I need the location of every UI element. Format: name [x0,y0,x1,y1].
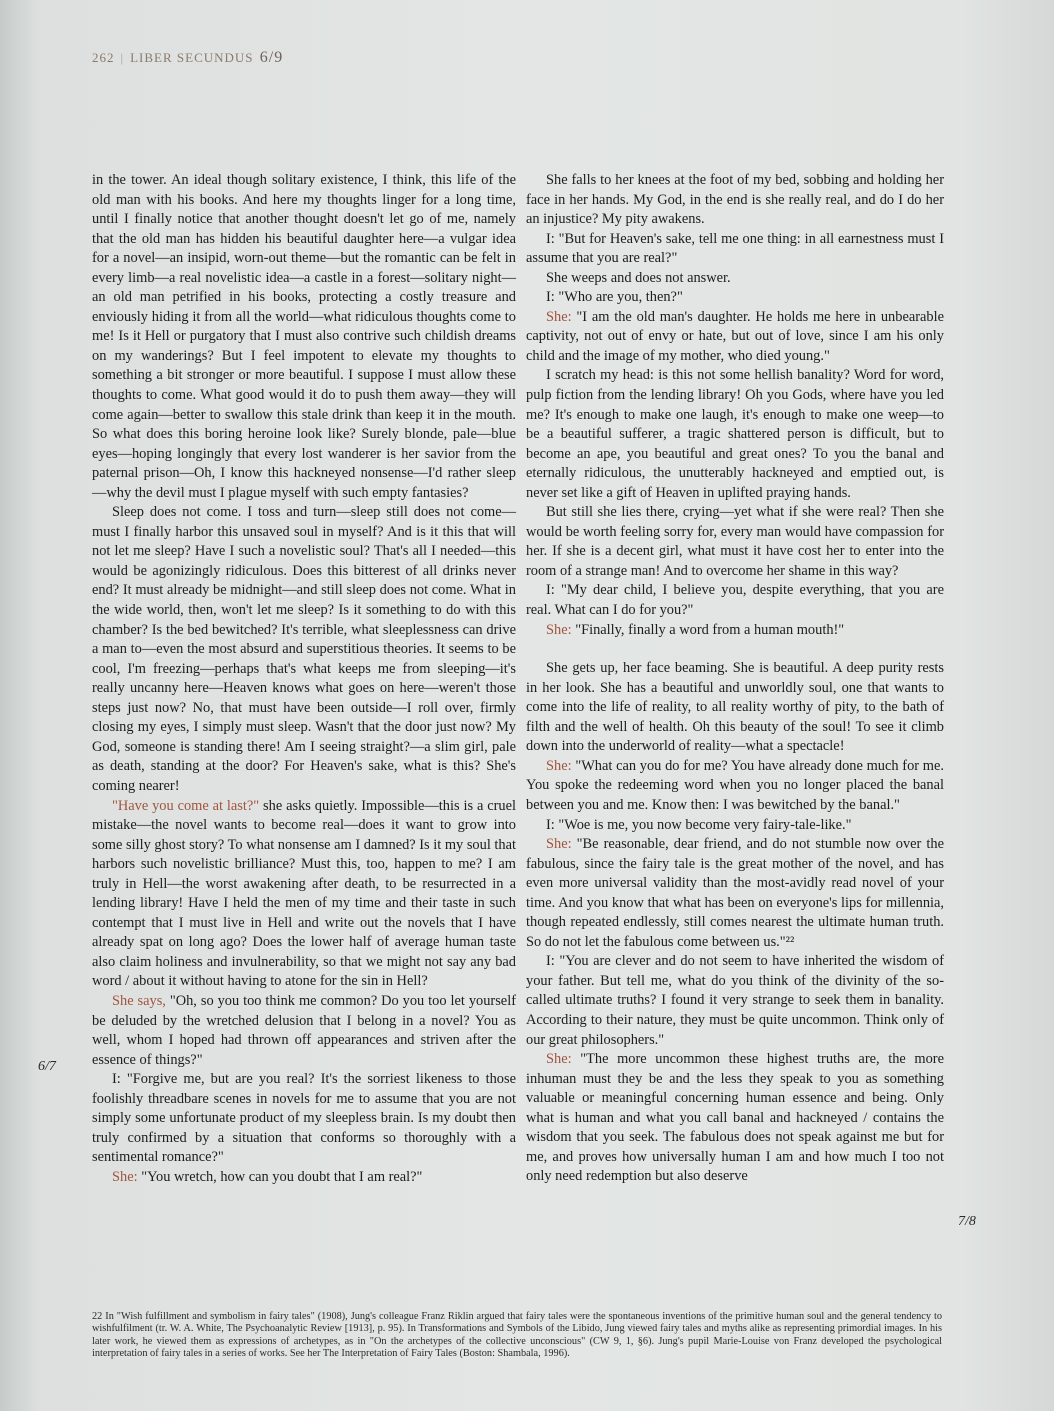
paragraph-text: I: "But for Heaven's sake, tell me one thing: in all earnestness must I assume that you are real?" [526,230,944,267]
paragraph [526,269,944,289]
paragraph-text: "Be reasonable, dear friend, and do not stumble now over the fabulous, since the fairy tale is the great mother of the novel, and has even more universal validity than the most-avidly read novel of your time. And you know that what has been on everyone's lips for millennia, though repeated endlessly, still comes nearest the ultimate human truth. So do not let the fabulous come between us."²² [526,836,944,950]
book-title: LIBER SECUNDUS [130,50,254,65]
paragraph-text: I: "Forgive me, but are you real? It's the sorriest likeness to those foolishly threadbare scenes in novels for me to assume that you are not simply some unfortunate product of my sleepless brain. Is my doubt then truly confirmed by a situation that conforms so thoroughly with a sentimental romance?" [92,1071,516,1166]
right-column [526,171,944,1187]
paragraph [92,797,516,992]
paragraph-text: I: "My dear child, I believe you, despite everything, that you are real. What can I do for you?" [526,582,944,619]
speaker-label: She: [546,308,572,325]
paragraph [526,816,944,836]
paragraph-text: "You wretch, how can you doubt that I am real?" [137,1168,423,1185]
paragraph [526,1050,944,1187]
speaker-label: She: [546,836,572,853]
paragraph-text: I: "Who are you, then?" [546,289,683,306]
paragraph [526,621,944,641]
paragraph-text: "I am the old man's daughter. He holds me here in unbearable captivity, not out of envy or hate, but out of love, since I am his only child and the image of my mother, who died young." [526,308,944,364]
paragraph-text: "Finally, finally a word from a human mouth!" [571,621,845,638]
paragraph-text: I: "Woe is me, you now become very fairy-tale-like." [546,816,852,833]
speaker-label: She: [546,757,572,774]
paragraph-text: But still she lies there, crying—yet what if she were real? Then she would be worth feeling sorry for, every man would have compassion for her. If she is a decent girl, what must it have cost her to enter into the room of a strange man! And to overcome her shame in this way? [526,504,944,579]
paragraph [92,503,516,796]
paragraph [92,1070,516,1168]
footnote: 22 In "Wish fulfillment and symbolism in fairy tales" (1908), Jung's colleague Franz Riklin argued that fairy tales were the spontaneous inventions of the primitive human soul and the general tendency to wishfulfilment (tr. W. A. White, The Psychoanalytic Review [1913], p. 95). In Transformations and Symbols of the Libido, Jung viewed fairy tales and myths alike as representing primordial images. In his later work, he viewed them as expressions of archetypes, as in "On the archetypes of the collective unconscious" (CW 9, 1, §6). Jung's pupil Marie-Louise von Franz developed the psychological interpretation of fairy tales in a series of works. See her The Interpretation of Fairy Tales (Boston: Shambala, 1996). [92,1311,942,1360]
paragraph [92,992,516,1070]
paragraph-text: I: "You are clever and do not seem to have inherited the wisdom of your father. But tell me, what do you think of the divinity of the so-called ultimate truths? I found it very strange to seek them in banality. According to their nature, they must be quite uncommon. Think only of our great philosophers." [526,953,944,1048]
chapter-reference: 6/9 [259,49,284,66]
paragraph [526,952,944,1050]
paragraph [526,581,944,620]
paragraph [526,366,944,503]
paragraph-text: She weeps and does not answer. [546,269,731,286]
header-separator: | [120,50,125,65]
paragraph [526,308,944,367]
running-header [92,49,283,67]
paragraph [92,171,516,503]
speaker-label: She: [546,621,572,638]
paragraph-text: in the tower. An ideal though solitary existence, I think, this life of the old man with his books. And here my thoughts linger for a long time, until I finally notice that another thought doesn't let go of me, namely that the old man has hidden his beautiful daughter here—a vulgar idea for a novel—an insipid, worn-out theme—but the romantic can be felt in every limb—a real novelistic idea—a castle in a forest—solitary night—an old man petrified in his books, protecting a costly treasure and enviously hiding it from all the world—what ridiculous thoughts come to me! Is it Hell or purgatory that I must also contrive such childish dreams on my wanderings? But I feel impotent to elevate my thoughts to something a bit stronger or more beautiful. I suppose I must allow these thoughts to come. What good would it do to push them away—they will come again—better to swallow this stale drink than keep it in the mouth. So what does this boring heroine look like? Surely blonde, pale—blue eyes—hoping longingly that every lost wanderer is her savior from the paternal prison—Oh, I know this hackneyed nonsense—I'd rather sleep—why the devil must I plague myself with such empty fantasies? [92,172,516,501]
paragraph [526,171,944,230]
left-margin-mark: 6/7 [38,1059,56,1074]
paragraph [526,288,944,308]
paragraph-text: "Oh, so you too think me common? Do you too let yourself be deluded by the wretched delusion that I belong in a novel? You as well, whom I hoped had thrown off appearances and striven after the essence of things?" [92,992,516,1068]
page-number: 262 [92,50,115,65]
speaker-label: She says, [112,992,166,1009]
paragraph [526,659,944,757]
speaker-label: She: [112,1168,138,1185]
paragraph-text: Sleep does not come. I toss and turn—sleep still does not come—must I finally harbor this unsaved soul in myself? And is it this that will not let me sleep? Have I such a novelistic soul? That's all I needed—this would be agonizingly ridiculous. Does this bitterest of all drinks never end? It must already be midnight—and still sleep does not come. What in the wide world, then, won't let me sleep? Is it something to do with this chamber? Is the bed bewitched? It's terrible, what sleeplessness can drive a man to—even the most absurd and superstitious theories. It seems to be cool, I'm freezing—perhaps that's what keeps me from sleeping—it's really uncanny here—Heaven knows what goes on here—weren't those steps just now? No, that must have been outside—I roll over, firmly closing my eyes, I simply must sleep. Wasn't that the door just now? My God, someone is standing there! Am I seeing straight?—a slim girl, pale as death, standing at the door? For Heaven's sake, what is this? She's coming nearer! [92,504,516,794]
right-margin-mark: 7/8 [958,1214,976,1229]
paragraph-text: "The more uncommon these highest truths are, the more inhuman must they be and the less they speak to you as something valuable or meaningful concerning human essence and being. Only what is human and what you call banal and hackneyed / contains the wisdom that you seek. The fabulous does not speak against me but for me, and proves how universally human I am and how much I too not only need redemption but also deserve [526,1051,944,1185]
speaker-label: She: [546,1051,572,1068]
left-column [92,171,516,1187]
paragraph [526,503,944,581]
paragraph [526,757,944,816]
paragraph [526,835,944,952]
paragraph [526,230,944,269]
paragraph-text: she asks quietly. Impossible—this is a cruel mistake—the novel wants to become real—does it want to grow into some silly ghost story? To what nonsense am I damned? Is it my soul that harbors such novelistic brilliance? Must this, too, happen to me? I am truly in Hell—the worst awakening after death, to be resurrected in a lending library! Have I held the men of my time and their taste in such contempt that I must live in Hell and write out the novels that I have already spat on long ago? Does the lower half of average human taste also claim holiness and invulnerability, so that we might not say any bad word / about it without having to atone for the sin in Hell? [92,797,516,990]
speaker-label: "Have you come at last?" [112,797,260,814]
paragraph-text: She gets up, her face beaming. She is beautiful. A deep purity rests in her look. She has a beautiful and unworldly soul, one that wants to come into the life of reality, to all reality worthy of pity, to the bath of filth and the well of health. Oh this beauty of the soul! To see it climb down into the underworld of reality—what a spectacle! [526,660,944,755]
paragraph [92,1168,516,1188]
paragraph-text: She falls to her knees at the foot of my bed, sobbing and holding her face in her hands. My God, in the end is she really real, and do I do her an injustice? My pity awakens. [526,172,944,228]
paragraph-text: "What can you do for me? You have already done much for me. You spoke the redeeming word when you no longer placed the banal between you and me. Know then: I was bewitched by the banal." [526,757,944,813]
paragraph-text: I scratch my head: is this not some hellish banality? Word for word, pulp fiction from the lending library! Oh you Gods, where have you led me? It's enough to make one laugh, it's enough to make one weep—to be a beautiful sufferer, a tragic shattered person is difficult, but to become an ape, you beautiful and great ones? To you the banal and eternally ridiculous, the unutterably hackneyed and emptied out, is never set like a gift of Heaven in uplifted praying hands. [526,367,944,501]
